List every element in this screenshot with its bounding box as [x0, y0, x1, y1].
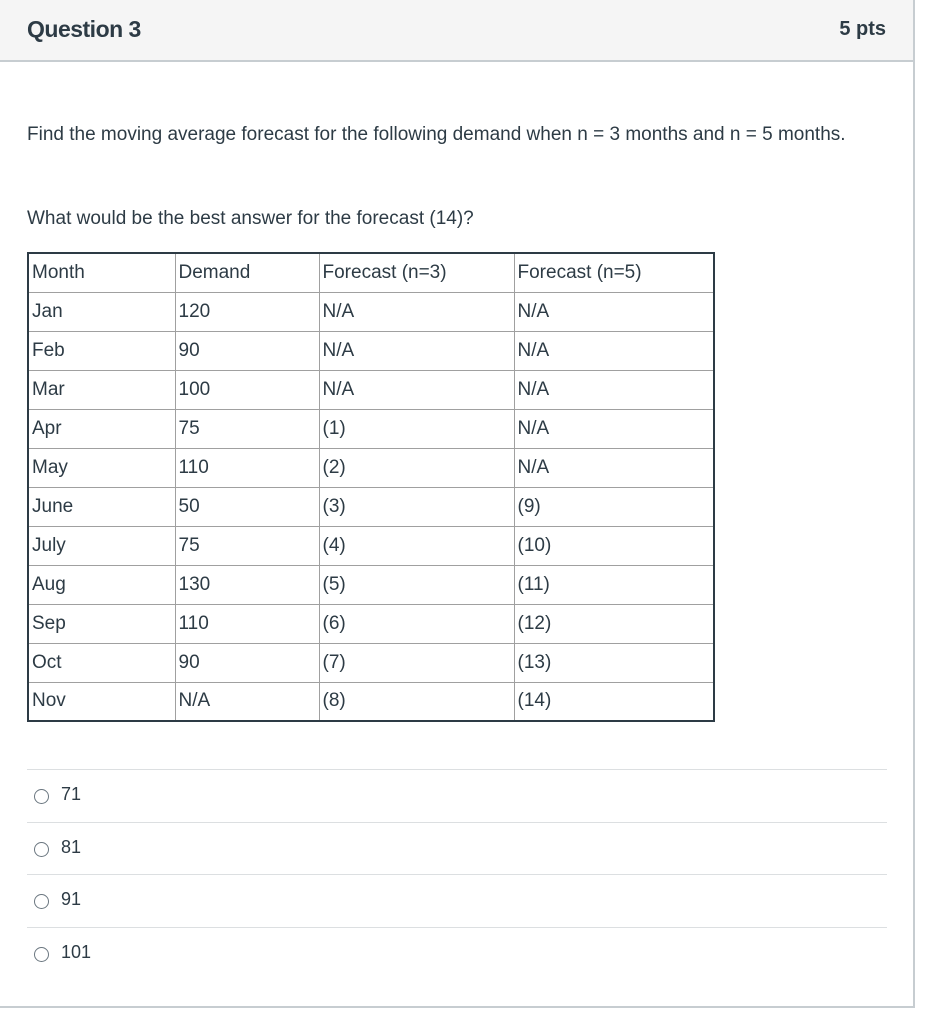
- table-cell: 75: [175, 526, 319, 565]
- answer-label[interactable]: 81: [61, 836, 82, 857]
- table-cell: May: [28, 448, 175, 487]
- question-prompt: Find the moving average forecast for the following demand when n = 3 months and n = 5 months.: [27, 124, 846, 145]
- table-header-cell: Demand: [175, 253, 319, 292]
- table-cell: 120: [175, 292, 319, 331]
- table-cell: 110: [175, 604, 319, 643]
- table-cell: N/A: [514, 409, 714, 448]
- table-cell: July: [28, 526, 175, 565]
- answer-label[interactable]: 91: [61, 889, 82, 910]
- table-cell: Oct: [28, 643, 175, 682]
- table-cell: 90: [175, 643, 319, 682]
- table-cell: 110: [175, 448, 319, 487]
- answer-label[interactable]: 101: [61, 942, 92, 963]
- table-cell: N/A: [514, 370, 714, 409]
- table-cell: 50: [175, 487, 319, 526]
- radio-button[interactable]: [34, 789, 49, 804]
- table-row: [28, 448, 714, 487]
- table-cell: N/A: [319, 331, 514, 370]
- table-cell: Apr: [28, 409, 175, 448]
- radio-button[interactable]: [34, 894, 49, 909]
- table-header-cell: Month: [28, 253, 175, 292]
- table-cell: 75: [175, 409, 319, 448]
- table-header-row: [28, 253, 714, 292]
- answer-option[interactable]: [27, 927, 887, 980]
- table-cell: (3): [319, 487, 514, 526]
- table-row: [28, 526, 714, 565]
- question-title: Question 3: [27, 16, 141, 42]
- table-row: [28, 370, 714, 409]
- table-header-cell: Forecast (n=5): [514, 253, 714, 292]
- answer-option[interactable]: [27, 822, 887, 875]
- table-cell: N/A: [514, 331, 714, 370]
- table-row: [28, 565, 714, 604]
- table-cell: N/A: [319, 292, 514, 331]
- table-cell: (13): [514, 643, 714, 682]
- table-row: [28, 409, 714, 448]
- radio-button[interactable]: [34, 842, 49, 857]
- table-row: [28, 604, 714, 643]
- table-row: [28, 682, 714, 721]
- radio-button[interactable]: [34, 947, 49, 962]
- table-row: [28, 331, 714, 370]
- table-cell: Nov: [28, 682, 175, 721]
- question-subprompt: What would be the best answer for the forecast (14)?: [27, 208, 474, 229]
- answer-option[interactable]: [27, 874, 887, 927]
- table-row: [28, 487, 714, 526]
- question-header: [0, 0, 913, 62]
- table-cell: 130: [175, 565, 319, 604]
- table-cell: N/A: [514, 448, 714, 487]
- table-cell: (6): [319, 604, 514, 643]
- answer-label[interactable]: 71: [61, 784, 82, 804]
- question-points: 5 pts: [839, 18, 886, 40]
- table-cell: (11): [514, 565, 714, 604]
- table-cell: (2): [319, 448, 514, 487]
- table-cell: 100: [175, 370, 319, 409]
- table-cell: (9): [514, 487, 714, 526]
- table-cell: (10): [514, 526, 714, 565]
- table-row: [28, 292, 714, 331]
- table-header-cell: Forecast (n=3): [319, 253, 514, 292]
- demand-table: [27, 252, 715, 722]
- table-cell: June: [28, 487, 175, 526]
- table-cell: (7): [319, 643, 514, 682]
- answer-option[interactable]: [27, 769, 887, 822]
- table-cell: 90: [175, 331, 319, 370]
- table-cell: N/A: [514, 292, 714, 331]
- table-cell: N/A: [319, 370, 514, 409]
- table-cell: Aug: [28, 565, 175, 604]
- table-cell: Feb: [28, 331, 175, 370]
- table-cell: (5): [319, 565, 514, 604]
- table-cell: (1): [319, 409, 514, 448]
- table-cell: (12): [514, 604, 714, 643]
- table-cell: Mar: [28, 370, 175, 409]
- table-cell: Sep: [28, 604, 175, 643]
- table-cell: (14): [514, 682, 714, 721]
- table-row: [28, 643, 714, 682]
- table-cell: (8): [319, 682, 514, 721]
- table-cell: Jan: [28, 292, 175, 331]
- table-cell: (4): [319, 526, 514, 565]
- table-cell: N/A: [175, 682, 319, 721]
